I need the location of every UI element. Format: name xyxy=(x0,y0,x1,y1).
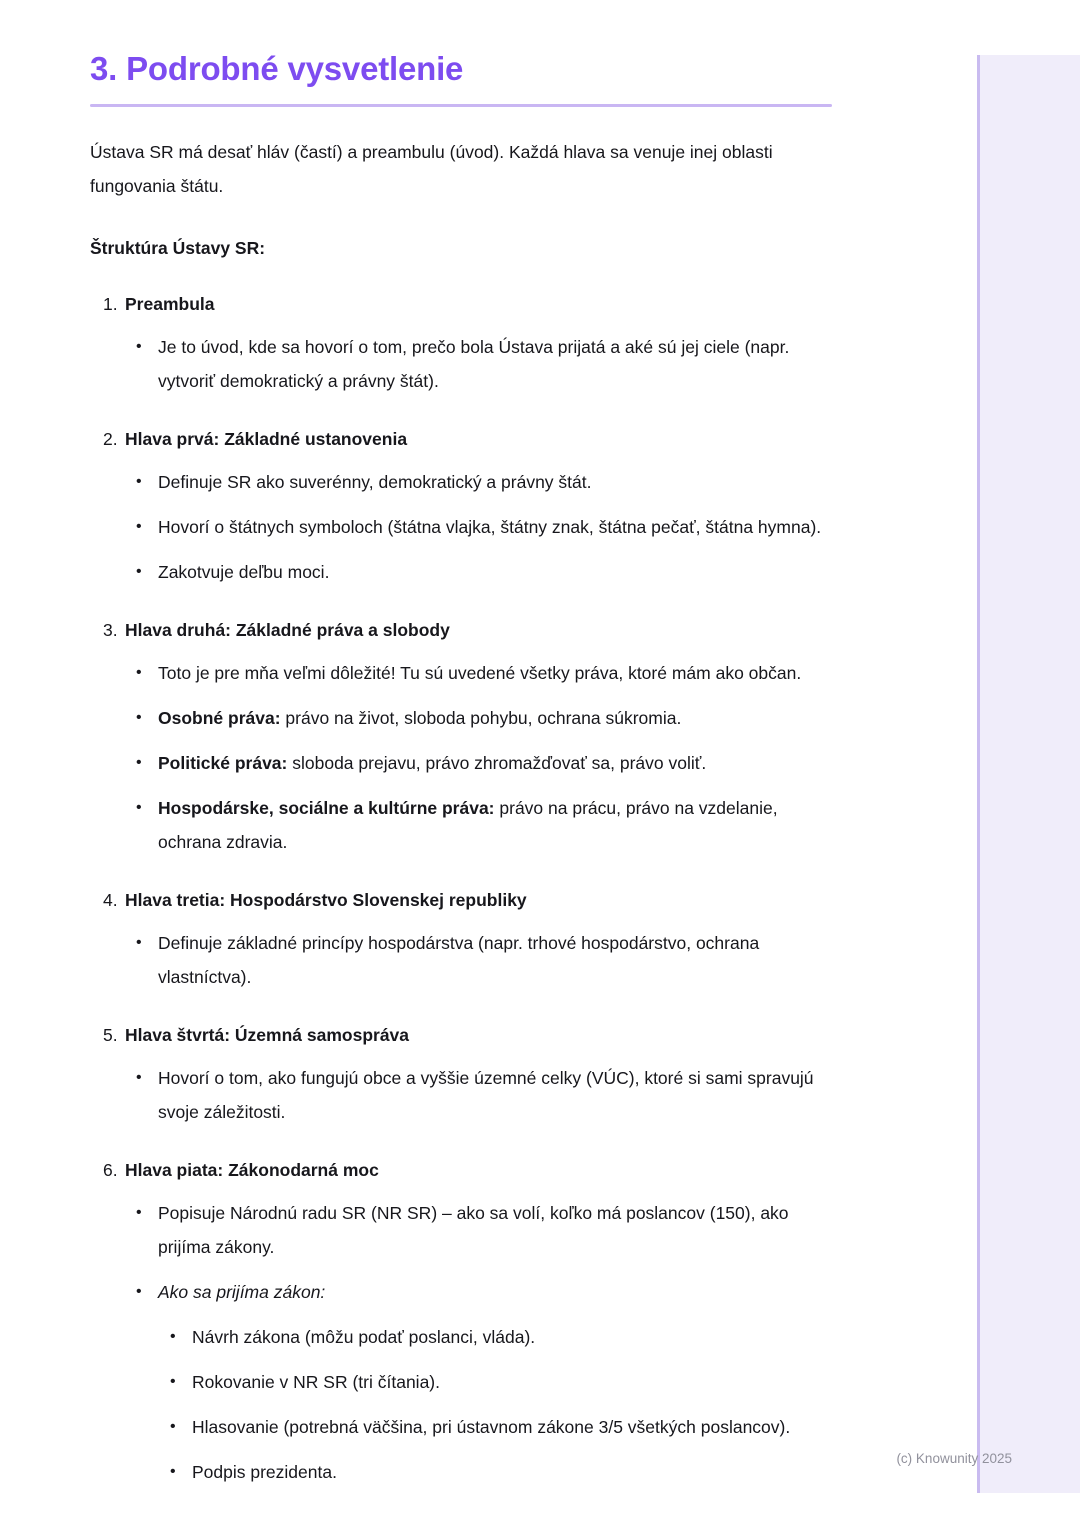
list-item-rest: sloboda prejavu, právo zhromažďovať sa, právo voliť. xyxy=(287,753,707,773)
list-item xyxy=(90,746,832,780)
sub-list-item xyxy=(90,1320,832,1354)
list-item-rest: právo na prácu, právo na vzdelanie, ochrana zdravia. xyxy=(158,798,778,852)
bullet-icon: • xyxy=(136,563,142,580)
section-number: 6. xyxy=(103,1160,118,1180)
page-title: 3. Podrobné vysvetlenie xyxy=(90,50,464,87)
bullet-icon: • xyxy=(136,1204,142,1221)
list-item-text: Toto je pre mňa veľmi dôležité! Tu sú uvedené všetky práva, ktoré mám ako občan. xyxy=(158,663,802,683)
section-heading xyxy=(90,615,832,645)
list-item xyxy=(90,656,832,690)
section-title: Preambula xyxy=(125,294,215,314)
sub-list-item-text: Hlasovanie (potrebná väčšina, pri ústavnom zákone 3/5 všetkých poslancov). xyxy=(192,1417,791,1437)
bullet-icon: • xyxy=(136,473,142,490)
section-heading xyxy=(90,289,832,319)
list-section-hlava-piata xyxy=(90,1155,832,1489)
section-number: 3. xyxy=(103,620,118,640)
sub-list-item xyxy=(90,1455,832,1489)
list-section-preambula xyxy=(90,289,832,398)
section-number: 5. xyxy=(103,1025,118,1045)
list-section-hlava-prva xyxy=(90,424,832,589)
bullet-icon: • xyxy=(170,1373,176,1390)
section-heading xyxy=(90,1155,832,1185)
bullet-icon: • xyxy=(136,664,142,681)
section-heading xyxy=(90,424,832,454)
copyright-text: (c) Knowunity 2025 xyxy=(896,1451,1012,1466)
bullet-icon: • xyxy=(136,754,142,771)
bullet-icon: • xyxy=(170,1418,176,1435)
list-section-hlava-tretia xyxy=(90,885,832,994)
list-item-text xyxy=(158,701,681,735)
bullet-icon: • xyxy=(170,1463,176,1480)
list-item xyxy=(90,330,832,398)
sub-list-item xyxy=(90,1410,832,1444)
bullet-icon: • xyxy=(136,338,142,355)
section-number: 1. xyxy=(103,294,118,314)
list-item-text: Popisuje Národnú radu SR (NR SR) – ako sa volí, koľko má poslancov (150), ako prijíma zákony. xyxy=(158,1203,789,1257)
list-item-text xyxy=(158,791,832,859)
structure-heading: Štruktúra Ústavy SR: xyxy=(90,238,266,258)
list-item xyxy=(90,555,832,589)
title-divider xyxy=(90,104,832,107)
section-title: Hlava piata: Zákonodarná moc xyxy=(125,1160,379,1180)
list-item-bold-lead: Osobné práva: xyxy=(158,708,281,728)
sub-list-item xyxy=(90,1365,832,1399)
bullet-icon: • xyxy=(136,934,142,951)
list-item xyxy=(90,791,832,859)
list-item xyxy=(90,1275,832,1309)
list-item-rest: právo na život, sloboda pohybu, ochrana súkromia. xyxy=(280,708,682,728)
section-number: 2. xyxy=(103,429,118,449)
list-item-text: Hovorí o štátnych symboloch (štátna vlajka, štátny znak, štátna pečať, štátna hymna). xyxy=(158,517,822,537)
list-item-text: Hovorí o tom, ako fungujú obce a vyššie územné celky (VÚC), ktoré si sami spravujú svoje záležitosti. xyxy=(158,1068,814,1122)
list-item xyxy=(90,1196,832,1264)
section-title: Hlava štvrtá: Územná samospráva xyxy=(125,1025,410,1045)
list-item xyxy=(90,701,832,735)
section-number: 4. xyxy=(103,890,118,910)
bullet-icon: • xyxy=(136,709,142,726)
section-title: Hlava druhá: Základné práva a slobody xyxy=(125,620,450,640)
section-heading xyxy=(90,885,832,915)
bullet-icon: • xyxy=(170,1328,176,1345)
list-section-hlava-stvrta xyxy=(90,1020,832,1129)
list-section-hlava-druha xyxy=(90,615,832,859)
section-title: Hlava tretia: Hospodárstvo Slovenskej republiky xyxy=(125,890,527,910)
list-item-text xyxy=(158,746,706,780)
list-item xyxy=(90,510,832,544)
content-area xyxy=(90,50,832,1489)
bullet-icon: • xyxy=(136,799,142,816)
bullet-icon: • xyxy=(136,518,142,535)
intro-paragraph: Ústava SR má desať hláv (častí) a preambulu (úvod). Každá hlava sa venuje inej oblasti fungovania štátu. xyxy=(90,142,773,196)
bullet-icon: • xyxy=(136,1069,142,1086)
section-heading xyxy=(90,1020,832,1050)
sub-list-item-text: Návrh zákona (môžu podať poslanci, vláda). xyxy=(192,1327,536,1347)
section-title: Hlava prvá: Základné ustanovenia xyxy=(125,429,408,449)
side-strip xyxy=(977,55,1080,1493)
list-item-text: Je to úvod, kde sa hovorí o tom, prečo bola Ústava prijatá a aké sú jej ciele (napr. vytvoriť demokratický a právny štát). xyxy=(158,337,790,391)
list-item xyxy=(90,926,832,994)
sub-list-item-text: Rokovanie v NR SR (tri čítania). xyxy=(192,1372,440,1392)
bullet-icon: • xyxy=(136,1283,142,1300)
list-item xyxy=(90,465,832,499)
list-item-text: Definuje SR ako suverénny, demokratický a právny štát. xyxy=(158,472,592,492)
sub-list-item-text: Podpis prezidenta. xyxy=(192,1462,337,1482)
list-item-bold-lead: Hospodárske, sociálne a kultúrne práva: xyxy=(158,798,495,818)
list-item xyxy=(90,1061,832,1129)
list-item-text: Definuje základné princípy hospodárstva (napr. trhové hospodárstvo, ochrana vlastníctva). xyxy=(158,933,760,987)
list-item-bold-lead: Politické práva: xyxy=(158,753,288,773)
list-item-text: Ako sa prijíma zákon: xyxy=(158,1282,326,1302)
list-item-text: Zakotvuje deľbu moci. xyxy=(158,562,330,582)
